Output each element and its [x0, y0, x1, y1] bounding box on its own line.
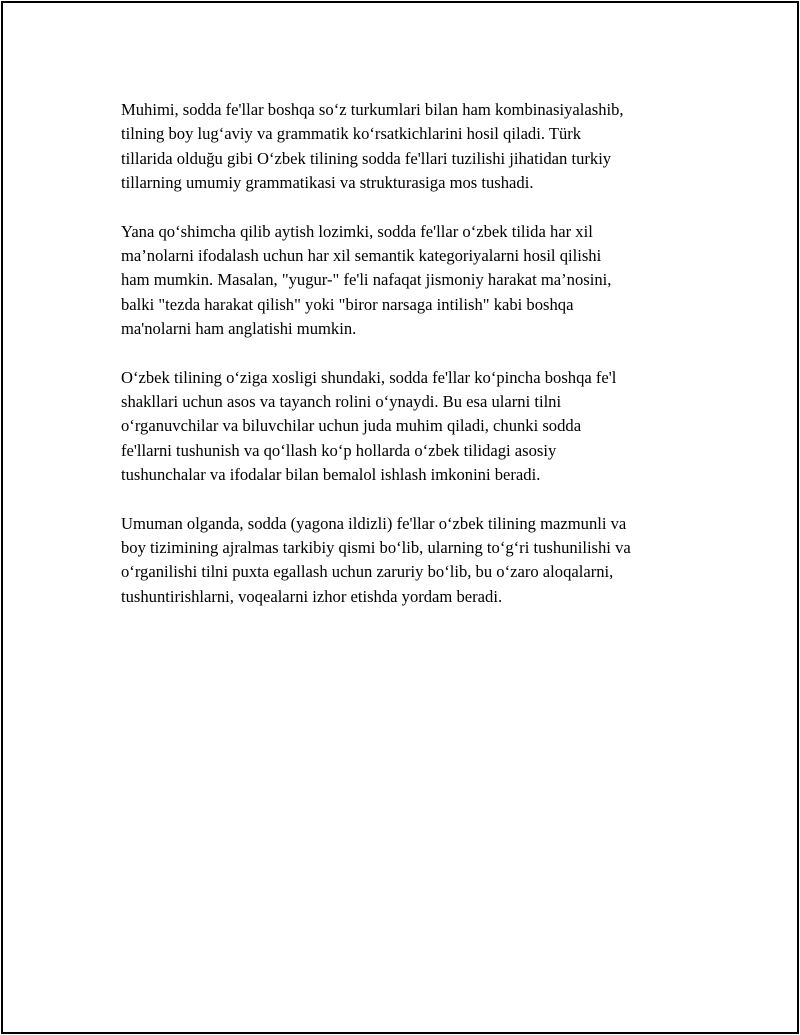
paragraph-line: Yana qo‘shimcha qilib aytish lozimki, sodda fe'llar o‘zbek tilida har xil: [121, 221, 593, 241]
paragraph-line: tillarida olduğu gibi O‘zbek tilining sodda fe'llari tuzilishi jihatidan turkiy: [121, 148, 612, 168]
paragraph-line: Umuman olganda, sodda (yagona ildizli) fe'llar o‘zbek tilining mazmunli va: [121, 513, 627, 533]
paragraph-4: [121, 512, 701, 609]
paragraph-line: tushunchalar va ifodalar bilan bemalol ishlash imkonini beradi.: [121, 464, 541, 484]
paragraph-2: [121, 220, 701, 341]
paragraph-1: [121, 98, 701, 195]
paragraph-line: Muhimi, sodda fe'llar boshqa so‘z turkumlari bilan ham kombinasiyalashib,: [121, 100, 624, 119]
paragraph-line: tillarning umumiy grammatikasi va strukturasiga mos tushadi.: [121, 172, 534, 192]
paragraph-line: tushuntirishlarni, voqealarni izhor etishda yordam beradi.: [121, 586, 503, 606]
paragraph-3: [121, 366, 701, 487]
paragraph-line: o‘rganilishi tilni puxta egallash uchun zaruriy bo‘lib, bu o‘zaro aloqalarni,: [121, 562, 614, 582]
paragraph-line: shakllari uchun asos va tayanch rolini o‘ynaydi. Bu esa ularni tilni: [121, 391, 562, 411]
paragraph-line: ma’nolarni ifodalash uchun har xil semantik kategoriyalarni hosil qilishi: [121, 245, 602, 265]
paragraph-line: ham mumkin. Masalan, "yugur-" fe'li nafaqat jismoniy harakat ma’nosini,: [121, 270, 612, 290]
paragraph-line: o‘rganuvchilar va biluvchilar uchun juda muhim qiladi, chunki sodda: [121, 416, 582, 436]
paragraph-line: fe'llarni tushunish va qo‘llash ko‘p hollarda o‘zbek tilidagi asosiy: [121, 440, 557, 460]
paragraph-line: balki "tezda harakat qilish" yoki "biror narsaga intilish" kabi boshqa: [121, 294, 574, 314]
paragraph-line: ma'nolarni ham anglatishi mumkin.: [121, 318, 357, 338]
page-frame: [1, 1, 799, 1034]
paragraph-line: tilning boy lug‘aviy va grammatik ko‘rsatkichlarini hosil qiladi. Türk: [121, 124, 582, 144]
page-content: [121, 98, 701, 633]
paragraph-line: O‘zbek tilining o‘ziga xosligi shundaki, sodda fe'llar ko‘pincha boshqa fe'l: [121, 367, 617, 387]
paragraph-line: boy tizimining ajralmas tarkibiy qismi bo‘lib, ularning to‘g‘ri tushunilishi va: [121, 537, 631, 557]
